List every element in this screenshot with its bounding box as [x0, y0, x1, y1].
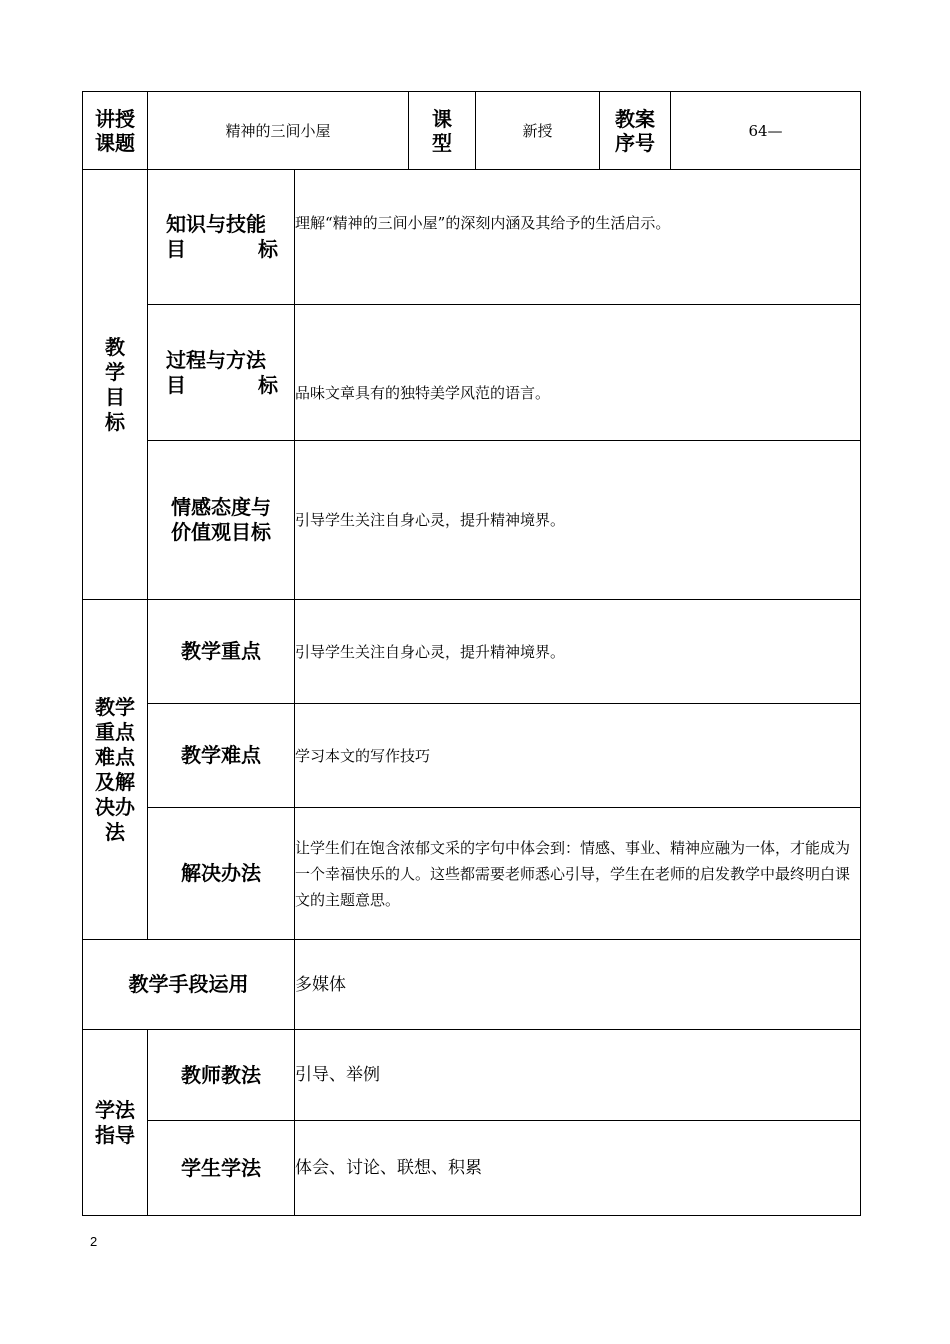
teacher-method-label: 教师教法	[148, 1030, 295, 1121]
emotion-value-label: 情感态度与价值观目标	[148, 441, 295, 600]
student-method-label: 学生学法	[148, 1121, 295, 1216]
process-method-text: 品味文章具有的独特美学风范的语言。	[295, 305, 861, 441]
keypoint-solution-row	[83, 808, 861, 940]
solution-text: 让学生们在饱含浓郁文采的字句中体会到：情感、事业、精神应融为一体，才能成为一个幸福快乐的人。这些都需要老师悉心引导，学生在老师的启发教学中最终明白课文的主题意思。	[295, 808, 861, 940]
type-value: 新授	[476, 92, 600, 170]
process-label-line1: 过程与方法	[166, 347, 266, 372]
teaching-difficulty-text: 学习本文的写作技巧	[295, 704, 861, 808]
teaching-focus-text: 引导学生关注自身心灵，提升精神境界。	[295, 600, 861, 704]
objectives-group-label: 教学目标	[83, 170, 148, 600]
knowledge-skill-text: 理解“精神的三间小屋”的深刻内涵及其给予的生活启示。	[295, 170, 861, 305]
guidance-group-label: 学法指导	[83, 1030, 148, 1216]
knowledge-label-char-b: 标	[258, 237, 278, 261]
objective-process-row	[83, 305, 861, 441]
guidance-student-row	[83, 1121, 861, 1216]
header-row	[83, 92, 861, 170]
process-label-char-a: 目	[166, 372, 186, 397]
knowledge-label-line2	[166, 237, 278, 262]
student-method-text: 体会、讨论、联想、积累	[295, 1121, 861, 1216]
sequence-value: 64—	[671, 92, 861, 170]
objective-knowledge-row	[83, 170, 861, 305]
objective-emotion-row	[83, 441, 861, 600]
process-label-char-b: 标	[258, 372, 278, 397]
teaching-difficulty-label: 教学难点	[148, 704, 295, 808]
sequence-label: 教案序号	[600, 92, 671, 170]
teacher-method-text: 引导、举例	[295, 1030, 861, 1121]
page-number: 2	[90, 1234, 98, 1249]
type-label: 课型	[409, 92, 476, 170]
keypoint-difficulty-row	[83, 704, 861, 808]
knowledge-label-char-a: 目	[166, 237, 186, 261]
emotion-value-text: 引导学生关注自身心灵，提升精神境界。	[295, 441, 861, 600]
means-row	[83, 940, 861, 1030]
knowledge-skill-label	[148, 170, 295, 305]
keypoint-focus-row	[83, 600, 861, 704]
process-label-line2	[166, 373, 278, 398]
topic-value: 精神的三间小屋	[148, 92, 409, 170]
knowledge-label-line1: 知识与技能	[166, 212, 266, 236]
guidance-teacher-row	[83, 1030, 861, 1121]
topic-label: 讲授课题	[83, 92, 148, 170]
process-method-label	[148, 305, 295, 441]
teaching-means-label: 教学手段运用	[83, 940, 295, 1030]
keypoints-group-label: 教学重点难点及解决办法	[83, 600, 148, 940]
teaching-focus-label: 教学重点	[148, 600, 295, 704]
solution-label: 解决办法	[148, 808, 295, 940]
lesson-plan-table	[82, 91, 861, 1216]
teaching-means-text: 多媒体	[295, 940, 861, 1030]
